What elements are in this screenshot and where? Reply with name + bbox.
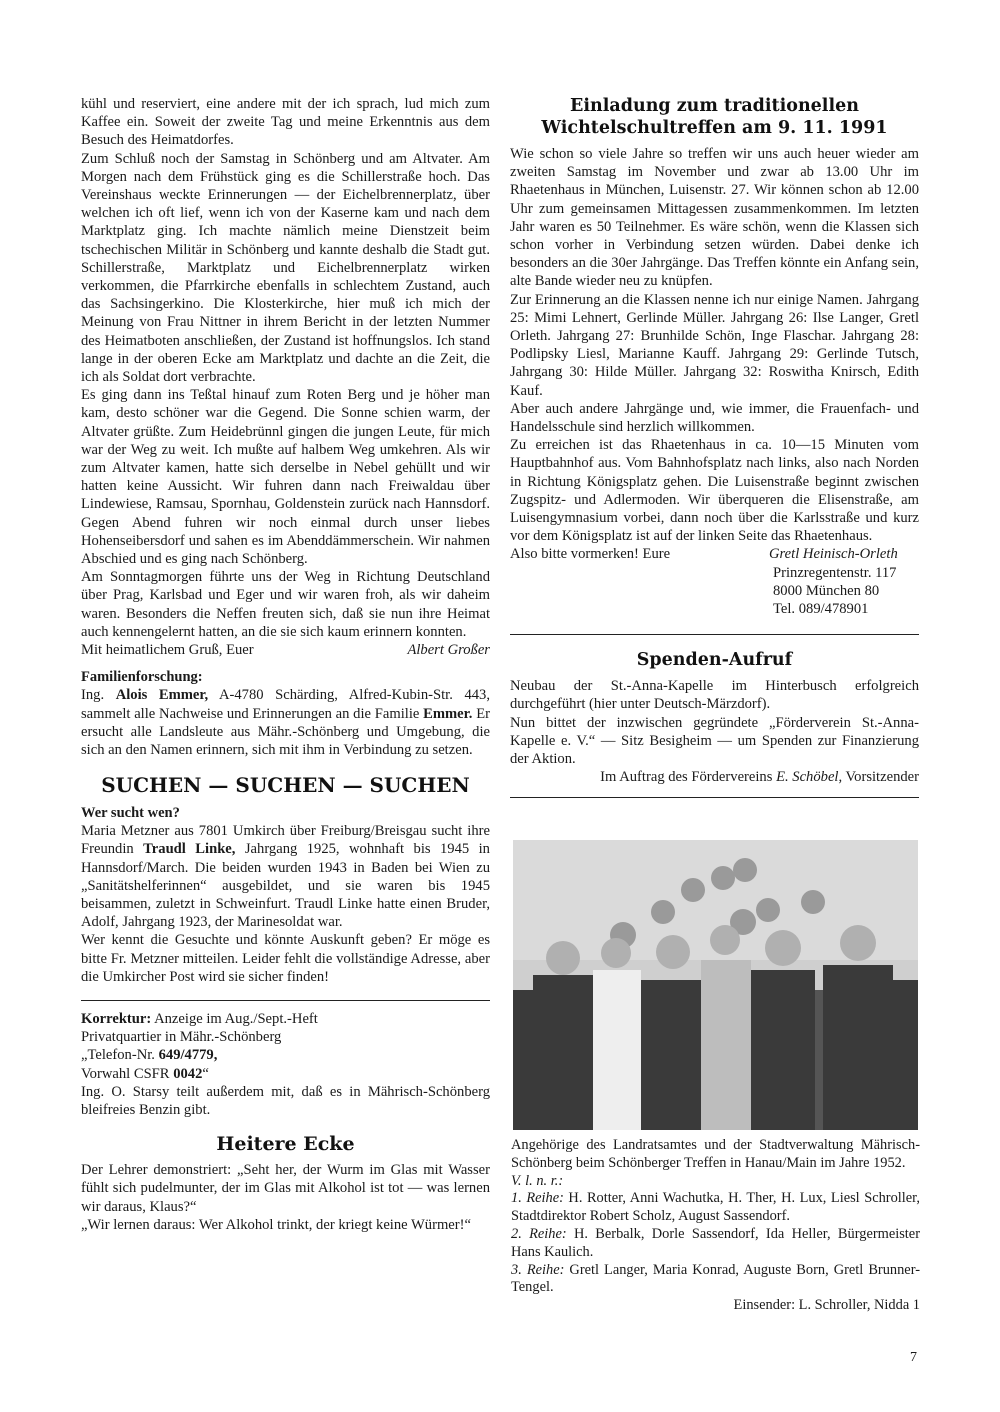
row-label: 3. Reihe:	[511, 1261, 565, 1278]
photo-caption	[511, 1137, 920, 1315]
family-research-text	[81, 686, 490, 759]
invitation-paragraph: Zu erreichen ist das Rhaetenhaus in ca. 10—15 Minuten vom Hauptbahnhof aus. Vom Bahnhofsplatz nach links, also nach Norden in Richtung Königsplatz gehen. Die Luisenstraße beginnt zwischen Zugspitz- und Adlermoden. Wir überqueren die Elisenstraße, am Luisengymnasium vorbei, dann noch über die Karlsstraße und kurz vor dem Königsplatz ist auf der linken Seite das Rhaetenhaus.	[510, 437, 919, 545]
invitation-title	[510, 95, 919, 139]
searched-person-name: Traudl Linke,	[143, 841, 236, 858]
invitation-signoff	[510, 545, 919, 563]
joke-paragraph: Der Lehrer demonstriert: „Seht her, der Wurm im Glas mit Wasser fühlt sich pudelmunter, der im Glas mit Alkohol ist tot — was lernen wir daraus, Klaus?“	[81, 1162, 490, 1215]
caption-text: Angehörige des Landratsamtes und der Stadtverwaltung Mährisch-Schönberg beim Schönberger Treffen in Hanau/Main im Jahre 1952.	[511, 1137, 920, 1171]
joke-corner	[81, 1133, 490, 1234]
search-text-part: Maria Metzner aus 7801 Umkirch über Freiburg/Breisgau sucht ihre Freundin	[81, 823, 490, 858]
correction-line	[81, 1065, 490, 1083]
invitation-title-line: Wichtelschultreffen am 9. 11. 1991	[541, 118, 888, 138]
search-notice	[81, 773, 490, 986]
area-code: 0042	[173, 1065, 203, 1082]
article-paragraph: Am Sonntagmorgen führte uns der Weg in Richtung Deutschland über Prag, Karlsbad und Eger und wir waren froh, als wir daheim waren. Besonders die Neffen freuten sich, daß sie nun ihre Heimat auch kennengelernt hatten, an die sie sich kaum erinnern konnten.	[81, 569, 490, 640]
search-title: SUCHEN — SUCHEN — SUCHEN	[101, 773, 470, 798]
caption-row	[511, 1190, 920, 1226]
correction-notice	[81, 1010, 490, 1119]
row-label: 1. Reihe:	[511, 1190, 564, 1207]
article-paragraph: Zum Schluß noch der Samstag in Schönberg und am Altvater. Am Morgen nach dem Frühstück ging es die Schillerstraße hoch. Das Vereinshaus weckte Erinnerungen — der Eichelbrennerplatz, über welchen ich oft lief, wenn ich von der Kaserne kam und nach dem Marktplatz ging. Ich machte nämlich meine Dienstzeit beim tschechischen Militär in Schönberg und kannte deshalb die Stadt gut. Schillerstraße, Marktplatz und Eichelbrennerplatz wirken verkommen, die Pfarrkirche ebenfalls in schlechtem Zustand, auch das Sachsingerkino. Die Klosterkirche, hier muß ich mich der Meinung von Frau Nittner in ihrem Bericht in der letzten Nummer des Heimatboten anschließen, der Zustand ist hoffnungslos. Ich stand lange in der oberen Ecke am Marktplatz und dachte an die Zeit, die ich als Soldat dort verbrachte.	[81, 150, 490, 386]
divider	[510, 634, 919, 635]
caption-order: V. l. n. r.:	[511, 1172, 564, 1189]
donation-sig-text: Vorsitzender	[842, 769, 919, 786]
donation-sig-name: E. Schöbel,	[776, 769, 843, 786]
row-names: H. Berbalk, Dorle Sassendorf, Ida Heller, Bürgermeister Hans Kaulich.	[511, 1225, 920, 1260]
donation-sig-text: Im Auftrag des Fördervereins	[600, 769, 777, 786]
divider	[510, 797, 919, 798]
correction-text: Vorwahl CSFR	[81, 1065, 174, 1082]
search-text-part: Jahrgang 1925, wohnhaft bis 1945 in Hannsdorf/March. Die beiden wurden 1943 in Baden bei Wien zu „Sanitätshelferinnen“ ausgebildet, und sie waren bis 1945 beisammen, zuletzt in Schweinfurt. Traudl Linke hatte einen Bruder, Adolf, Jahrgang 1923, der Marinesoldat war.	[81, 841, 490, 931]
invitation-paragraph: Wie schon so viele Jahre so treffen wir uns auch heuer wieder am zweiten Samstag im November und zwar ab 13.00 Uhr im Rhaetenhaus in München, Luisenstr. 27. Wir können schon ab 12.00 Uhr zum gemeinsamen Mittagessen zusammenkommen. Im letzten Jahr waren es 50 Teilnehmer. Es wäre schön, wenn die Klassen sich schon vorher in Verbindung setzen würden. Dabei denke ich besonders an die 30er Jahrgänge. Das Treffen könnte ein Anfang sein, alte Bande wieder neu zu knüpfen.	[510, 146, 919, 290]
page-number: 7	[910, 1350, 917, 1365]
family-text-part: Er ersucht alle Landsleute aus Mähr.-Schönberg und Umgebung, die sich an den Namen erinnern, sich mit ihm in Verbindung zu setzen.	[81, 705, 490, 758]
correction-line	[81, 1010, 490, 1028]
article-signoff	[81, 641, 490, 659]
address-line: Tel. 089/478901	[773, 601, 869, 618]
search-subtitle: Wer sucht wen?	[81, 805, 180, 822]
article-paragraph: kühl und reserviert, eine andere mit der ich sprach, lud mich zum Kaffee ein. Soweit der zweite Tag und meine Erkenntnis aus dem Besuch des Heimatdorfes.	[81, 96, 490, 149]
invitation-address	[773, 564, 919, 619]
donation-signature	[510, 768, 919, 786]
address-line: Prinzregentenstr. 117	[773, 564, 897, 581]
address-line: 8000 München 80	[773, 582, 880, 599]
search-paragraph	[81, 822, 490, 931]
row-names: Gretl Langer, Maria Konrad, Auguste Born, Gretl Brunner-Tengel.	[511, 1261, 920, 1296]
phone-number: 649/4779,	[158, 1047, 218, 1064]
family-research-notice	[81, 668, 490, 759]
donation-paragraph: Neubau der St.-Anna-Kapelle im Hinterbusch erfolgreich durchgeführt (hier unter Deutsch-Märzdorf).	[510, 678, 919, 713]
correction-line	[81, 1046, 490, 1064]
correction-line: Privatquartier in Mähr.-Schönberg	[81, 1029, 282, 1046]
donation-paragraph: Nun bittet der inzwischen gegründete „Förderverein St.-Anna-Kapelle e. V.“ — Sitz Besigheim — um Spenden zur Finanzierung der Aktion.	[510, 714, 919, 768]
greeting: Mit heimatlichem Gruß, Euer	[81, 642, 254, 659]
invitation-closing: Also bitte vormerken! Eure	[510, 546, 671, 563]
travel-report-article	[81, 95, 490, 659]
caption-row	[511, 1226, 920, 1262]
invitation-title-line: Einladung zum traditionellen	[570, 96, 859, 116]
article-paragraph: Es ging dann ins Teßtal hinauf zum Roten Berg und je höher man kam, desto schöner war die Gegend. Die Sonne schien warm, der Altvater grüßte. Zum Heidebrünnl gingen die jungen Leute, für mich war der Weg zu weit. Ich mußte auf halbem Weg umkehren. Als wir zum Altvater kamen, hatte sich derselbe in Nebel gehüllt und wir hatten keine Aussicht. Wir fuhren dann nach Freiwaldau über Lindewiese, Ramsau, Spornhau, Goldenstein zurück nach Hannsdorf. Gegen Abend fuhren wir noch einmal durch unser liebes Hohenseibersdorf und sahen es im Abenddämmerschein. Wir nahmen Abschied und es ging nach Schönberg.	[81, 387, 490, 568]
correction-text: „Telefon-Nr.	[81, 1047, 159, 1064]
search-paragraph: Wer kennt die Gesuchte und könnte Auskunft geben? Er möge es bitte Fr. Metzner mitteilen. Leider fehlt die vollständige Adresse, aber die Umkircher Post wird sie sicher finden!	[81, 932, 490, 985]
row-names: H. Rotter, Anni Wachutka, H. Ther, H. Lux, Liesl Schroller, Stadtdirektor Robert Scholz, August Sassendorf.	[511, 1190, 920, 1225]
group-photo	[513, 840, 918, 1130]
group-photo-image	[513, 840, 918, 1130]
correction-text: Anzeige im Aug./Sept.-Heft	[151, 1010, 318, 1027]
left-column	[81, 95, 490, 1234]
family-text-part: Ing.	[81, 687, 116, 704]
invitation-paragraph: Zur Erinnerung an die Klassen nenne ich nur einige Namen. Jahrgang 25: Mimi Lehnert, Gerlinde Müller. Jahrgang 26: Ilse Langer, Gretl Orleth. Jahrgang 27: Brunhilde Schön, Inge Flaschar. Jahrgang 28: Podlipsky Liesl, Marianne Kauff. Jahrgang 29: Gerlinde Tutsch, Jahrgang 30: Hilde Müller. Jahrgang 32: Roswitha Knirsch, Edith Kauf.	[510, 291, 919, 399]
invitation-signature: Gretl Heinisch-Orleth	[769, 546, 898, 563]
donation-appeal	[510, 649, 919, 786]
correction-label: Korrektur:	[81, 1010, 152, 1027]
joke-paragraph: „Wir lernen daraus: Wer Alkohol trinkt, der kriegt keine Würmer!“	[81, 1216, 471, 1233]
family-text-part: A-4780 Schärding, Alfred-Kubin-Str. 443, sammelt alle Nachweise und Erinnerungen an die Familie	[81, 687, 490, 722]
caption-row	[511, 1262, 920, 1298]
author-signature: Albert Großer	[407, 642, 490, 659]
row-label: 2. Reihe:	[511, 1225, 567, 1242]
correction-text: “	[202, 1065, 209, 1082]
joke-title: Heitere Ecke	[216, 1133, 355, 1156]
invitation-article	[510, 95, 919, 618]
correction-paragraph: Ing. O. Starsy teilt außerdem mit, daß es in Mährisch-Schönberg bleifreies Benzin gibt.	[81, 1083, 490, 1118]
donation-title: Spenden-Aufruf	[636, 650, 793, 671]
family-surname: Emmer.	[423, 705, 473, 722]
photo-sender: Einsender: L. Schroller, Nidda 1	[733, 1297, 920, 1314]
divider	[81, 1000, 490, 1001]
family-contact-name: Alois Emmer,	[115, 687, 209, 704]
invitation-paragraph: Aber auch andere Jahrgänge und, wie immer, die Frauenfach- und Handelsschule sind herzlich willkommen.	[510, 400, 919, 436]
right-column	[510, 95, 919, 798]
family-research-title: Familienforschung:	[81, 669, 203, 686]
